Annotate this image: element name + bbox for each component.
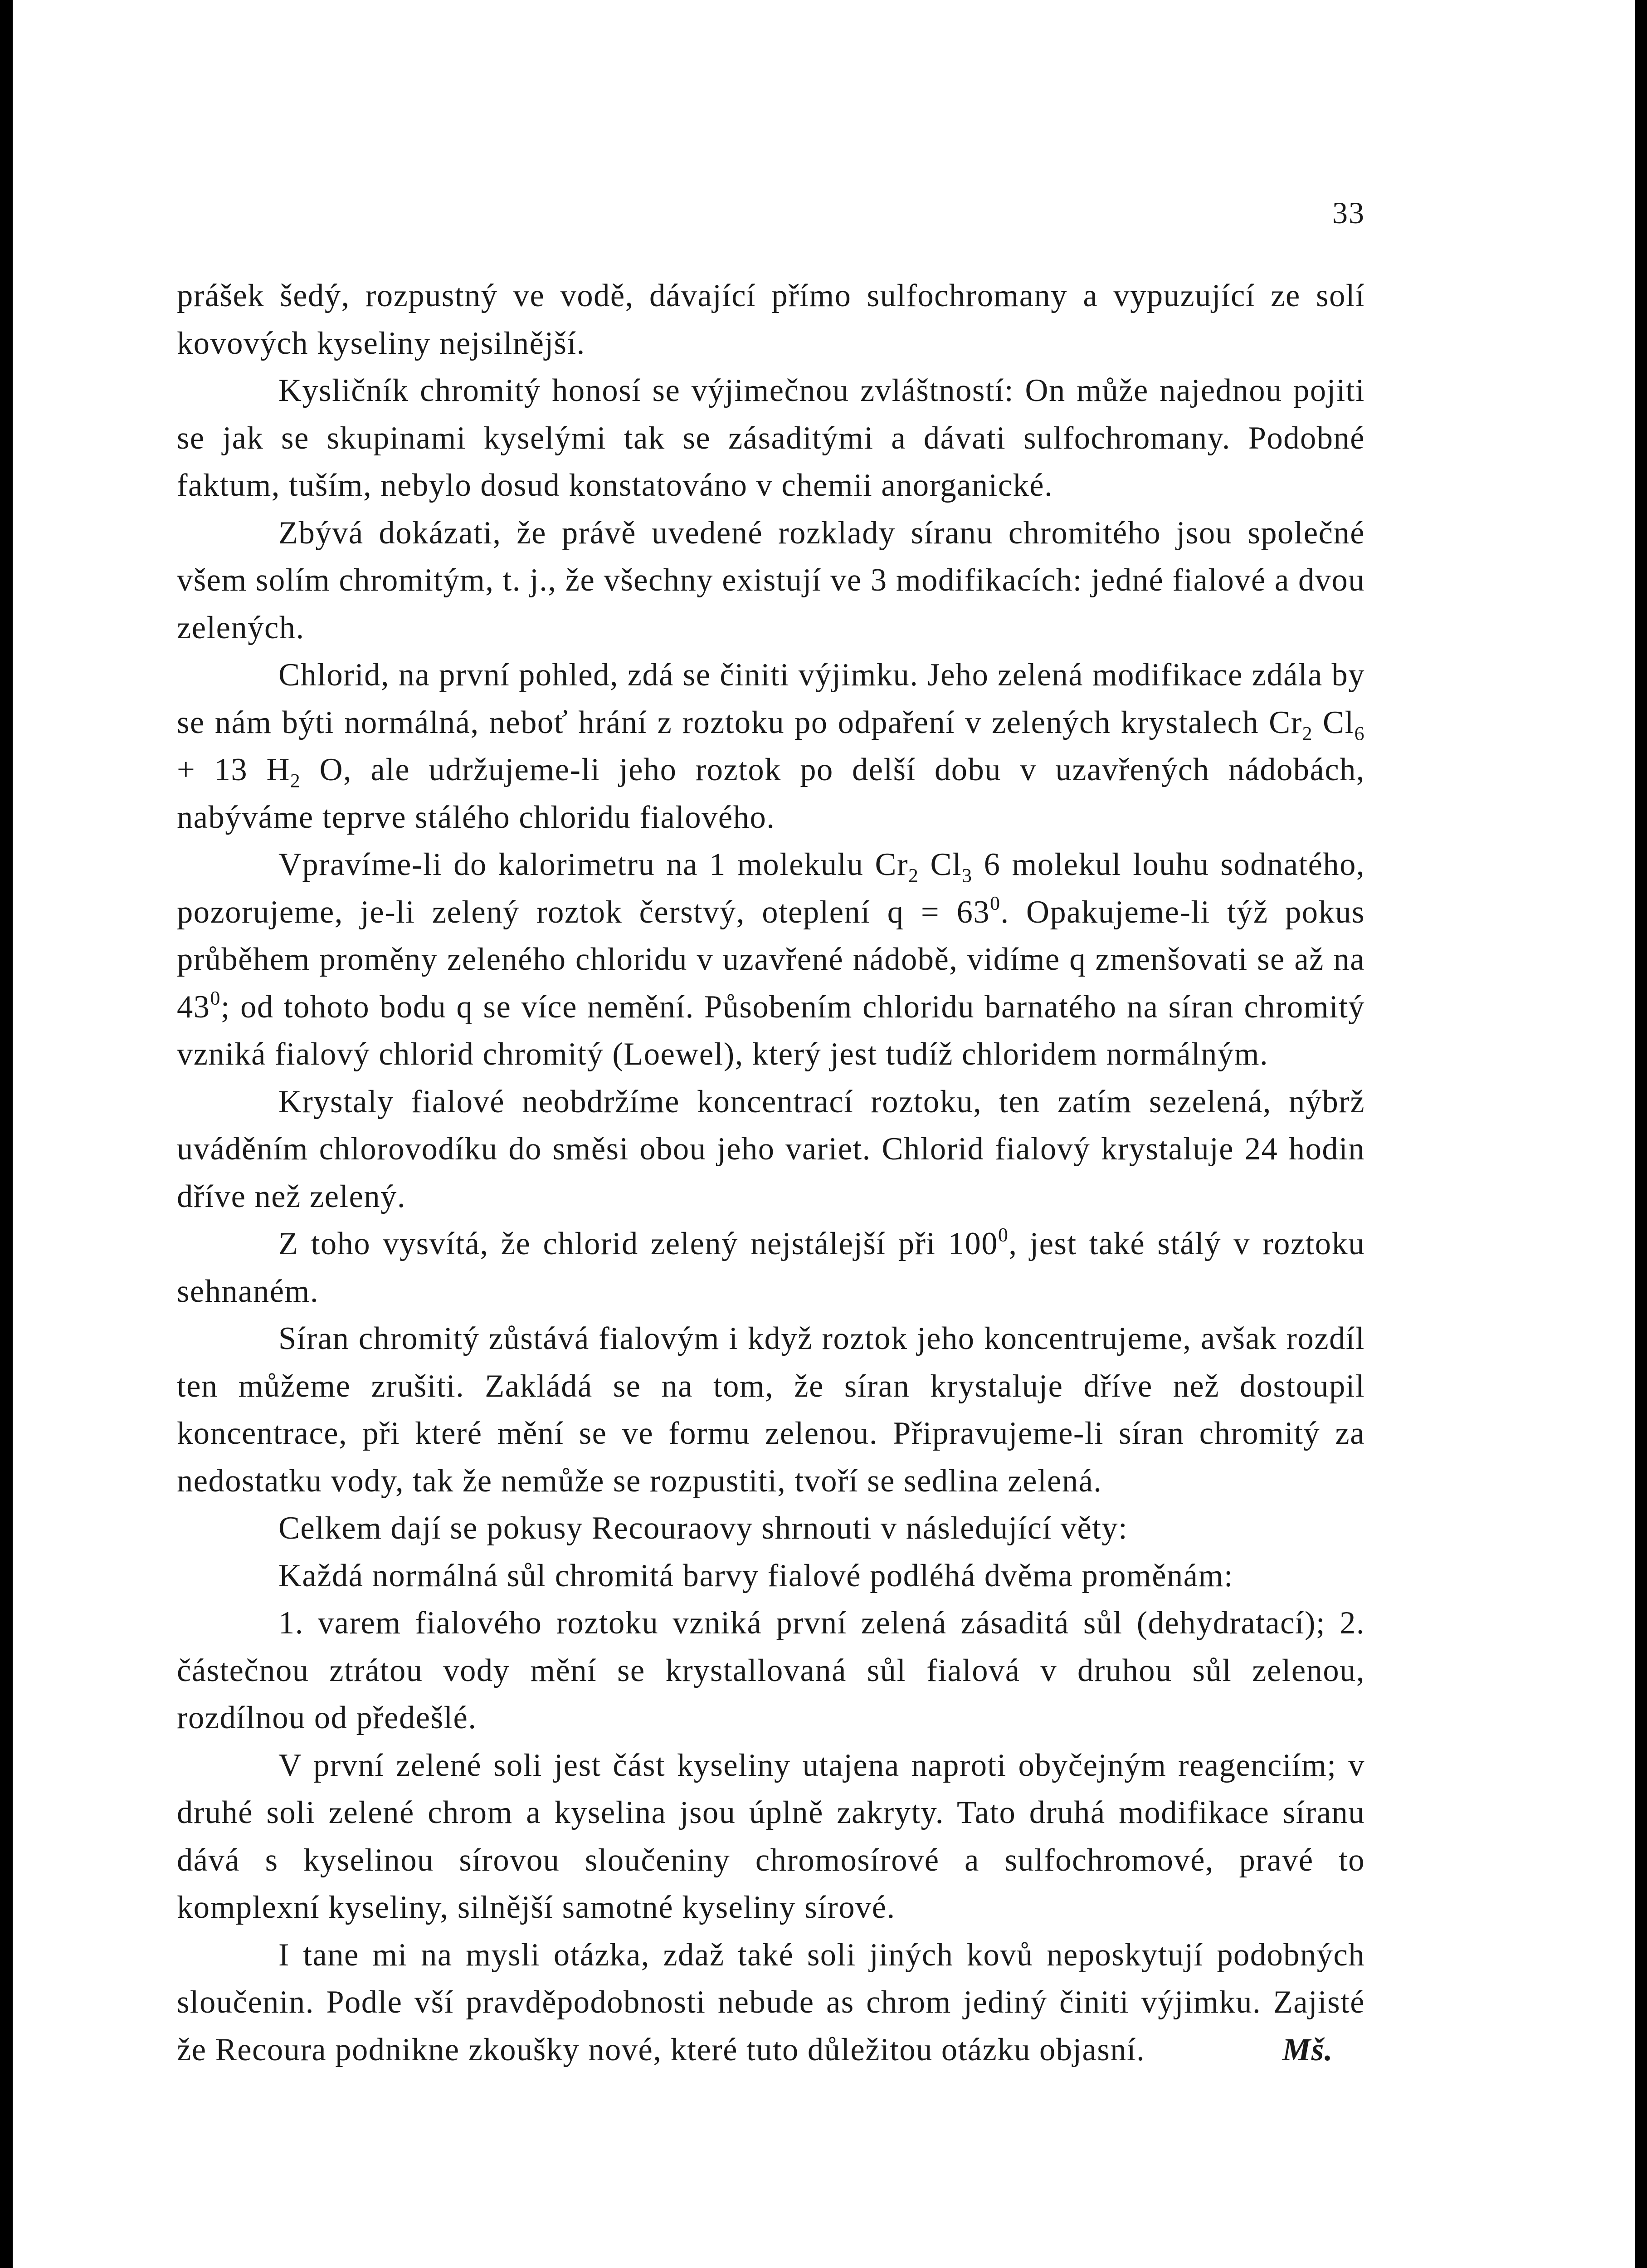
formula-cl: Cl <box>1313 704 1355 740</box>
formula-cl: Cl <box>919 847 962 882</box>
kalorimetr-text-3: . Opakujeme-li týž pokus průběhem proměny zeleného chloridu v uzavřené nádobě, vidíme q zmenšovati se až na 43 <box>177 894 1365 1025</box>
paragraph-prvni-zelene: V první zelené soli jest část kyseliny utajena naproti obyčejným reagenciím; v druhé soli zelené chrom a kyselina jsou úplně zakryty. Tato druhá modifikace síranu dává s kyselinou sírovou sloučeniny chromosírové a sulfochromové, pravé to komplexní kyseliny, silnější samotné kyseliny sírové. <box>177 1747 1365 1925</box>
chlorid-text-2: O, ale udržujeme-li jeho roztok po delší dobu v uzavřených nádobách, nabýváme teprve stálého chloridu fialového. <box>177 752 1365 835</box>
formula-cl-sub: 3 <box>962 865 973 887</box>
chlorid-text-1: Chlorid, na první pohled, zdá se činiti výjimku. Jeho zelená modifikace zdála by se nám býti normálná, neboť hrání z roztoku po odpaření v zelených krystalech <box>177 657 1365 740</box>
formula-cr: Cr <box>875 847 908 882</box>
degree-mark: 0 <box>210 987 221 1009</box>
page-number: 33 <box>1332 196 1365 230</box>
paragraph-2: Kysličník chromitý honosí se výjimečnou zvláštností: On může najednou pojiti se jak se skupinami kyselými tak se zásaditými a dávati sulfochromany. Podobné faktum, tuším, nebylo dosud konstatováno v chemii anorganické. <box>177 373 1365 503</box>
paragraph-1: prášek šedý, rozpustný ve vodě, dávající přímo sulfochromany a vypuzující ze solí kovových kyseliny nejsilnější. <box>177 278 1365 361</box>
degree-mark: 0 <box>990 892 1001 914</box>
scan-edge-left <box>0 0 13 2268</box>
formula-plus-water: + 13 H <box>177 752 290 787</box>
formula-cr-sub: 2 <box>1302 722 1313 744</box>
formula-cl-sub: 6 <box>1354 722 1365 744</box>
formula-h-sub: 2 <box>290 770 301 792</box>
paragraph-kalorimetr <box>177 841 1365 1078</box>
kalorimetr-text-4: ; od tohoto bodu q se více nemění. Působením chloridu barnatého na síran chromitý vzniká fialový chlorid chromitý (Loewel), který jest tudíž chloridem normálným. <box>177 989 1365 1072</box>
kalorimetr-text-1: Vpravíme-li do kalorimetru na 1 molekulu <box>278 847 875 882</box>
formula-cr-sub: 2 <box>908 865 919 887</box>
paragraph-krystaly: Krystaly fialové neobdržíme koncentrací roztoku, ten zatím sezelená, nýbrž uváděním chlorovodíku do směsi obou jeho variet. Chlorid fialový krystaluje 24 hodin dříve než zelený. <box>177 1084 1365 1214</box>
paragraph-3: Zbývá dokázati, že právě uvedené rozklady síranu chromitého jsou společné všem solím chromitým, t. j., že všechny existují ve 3 modifikacích: jedné fialové a dvou zelených. <box>177 515 1365 645</box>
kalorimetr-text-2: 6 molekul louhu sodnatého, pozorujeme, je-li zelený roztok čerstvý, oteplení q = 63 <box>177 847 1365 930</box>
body-text <box>177 272 1365 2073</box>
author-signature: Mš. <box>1282 2032 1333 2068</box>
formula-cr: Cr <box>1269 704 1302 740</box>
paragraph-siran: Síran chromitý zůstává fialovým i když roztok jeho koncentrujeme, avšak rozdíl ten můžeme zrušiti. Zakládá se na tom, že síran krystaluje dříve než dostoupil koncentrace, při které mění se ve formu zelenou. Připravujeme-li síran chromitý za nedostatku vody, tak že nemůže se rozpustiti, tvoří se sedlina zelená. <box>177 1321 1365 1499</box>
stabilni-text-1: Z toho vysvítá, že chlorid zelený nejstálejší při 100 <box>278 1226 998 1261</box>
paragraph-stabilni <box>177 1220 1365 1315</box>
final-text: I tane mi na mysli otázka, zdaž také soli jiných kovů neposkytují podobných sloučenin. Podle vší pravděpodobnosti nebude as chrom jediný činiti výjimku. Zajisté že Recoura podnikne zkoušky nové, které tuto důležitou otázku objasní. <box>177 1937 1365 2068</box>
paragraph-list: 1. varem fialového roztoku vzniká první zelená zásaditá sůl (dehydratací); 2. částečnou ztrátou vody mění se krystallovaná sůl fialová v druhou sůl zelenou, rozdílnou od předešlé. <box>177 1605 1365 1735</box>
paragraph-celkem: Celkem dají se pokusy Recouraovy shrnouti v následující věty: <box>278 1510 1128 1546</box>
degree-mark: 0 <box>998 1224 1009 1246</box>
scan-edge-right <box>1635 0 1647 2268</box>
stabilni-text-2: , jest také stálý v roztoku sehnaném. <box>177 1226 1365 1309</box>
paragraph-chlorid <box>177 651 1365 841</box>
paragraph-final <box>177 1931 1365 2074</box>
paragraph-kazda: Každá normálná sůl chromitá barvy fialové podléhá dvěma proměnám: <box>278 1558 1234 1593</box>
